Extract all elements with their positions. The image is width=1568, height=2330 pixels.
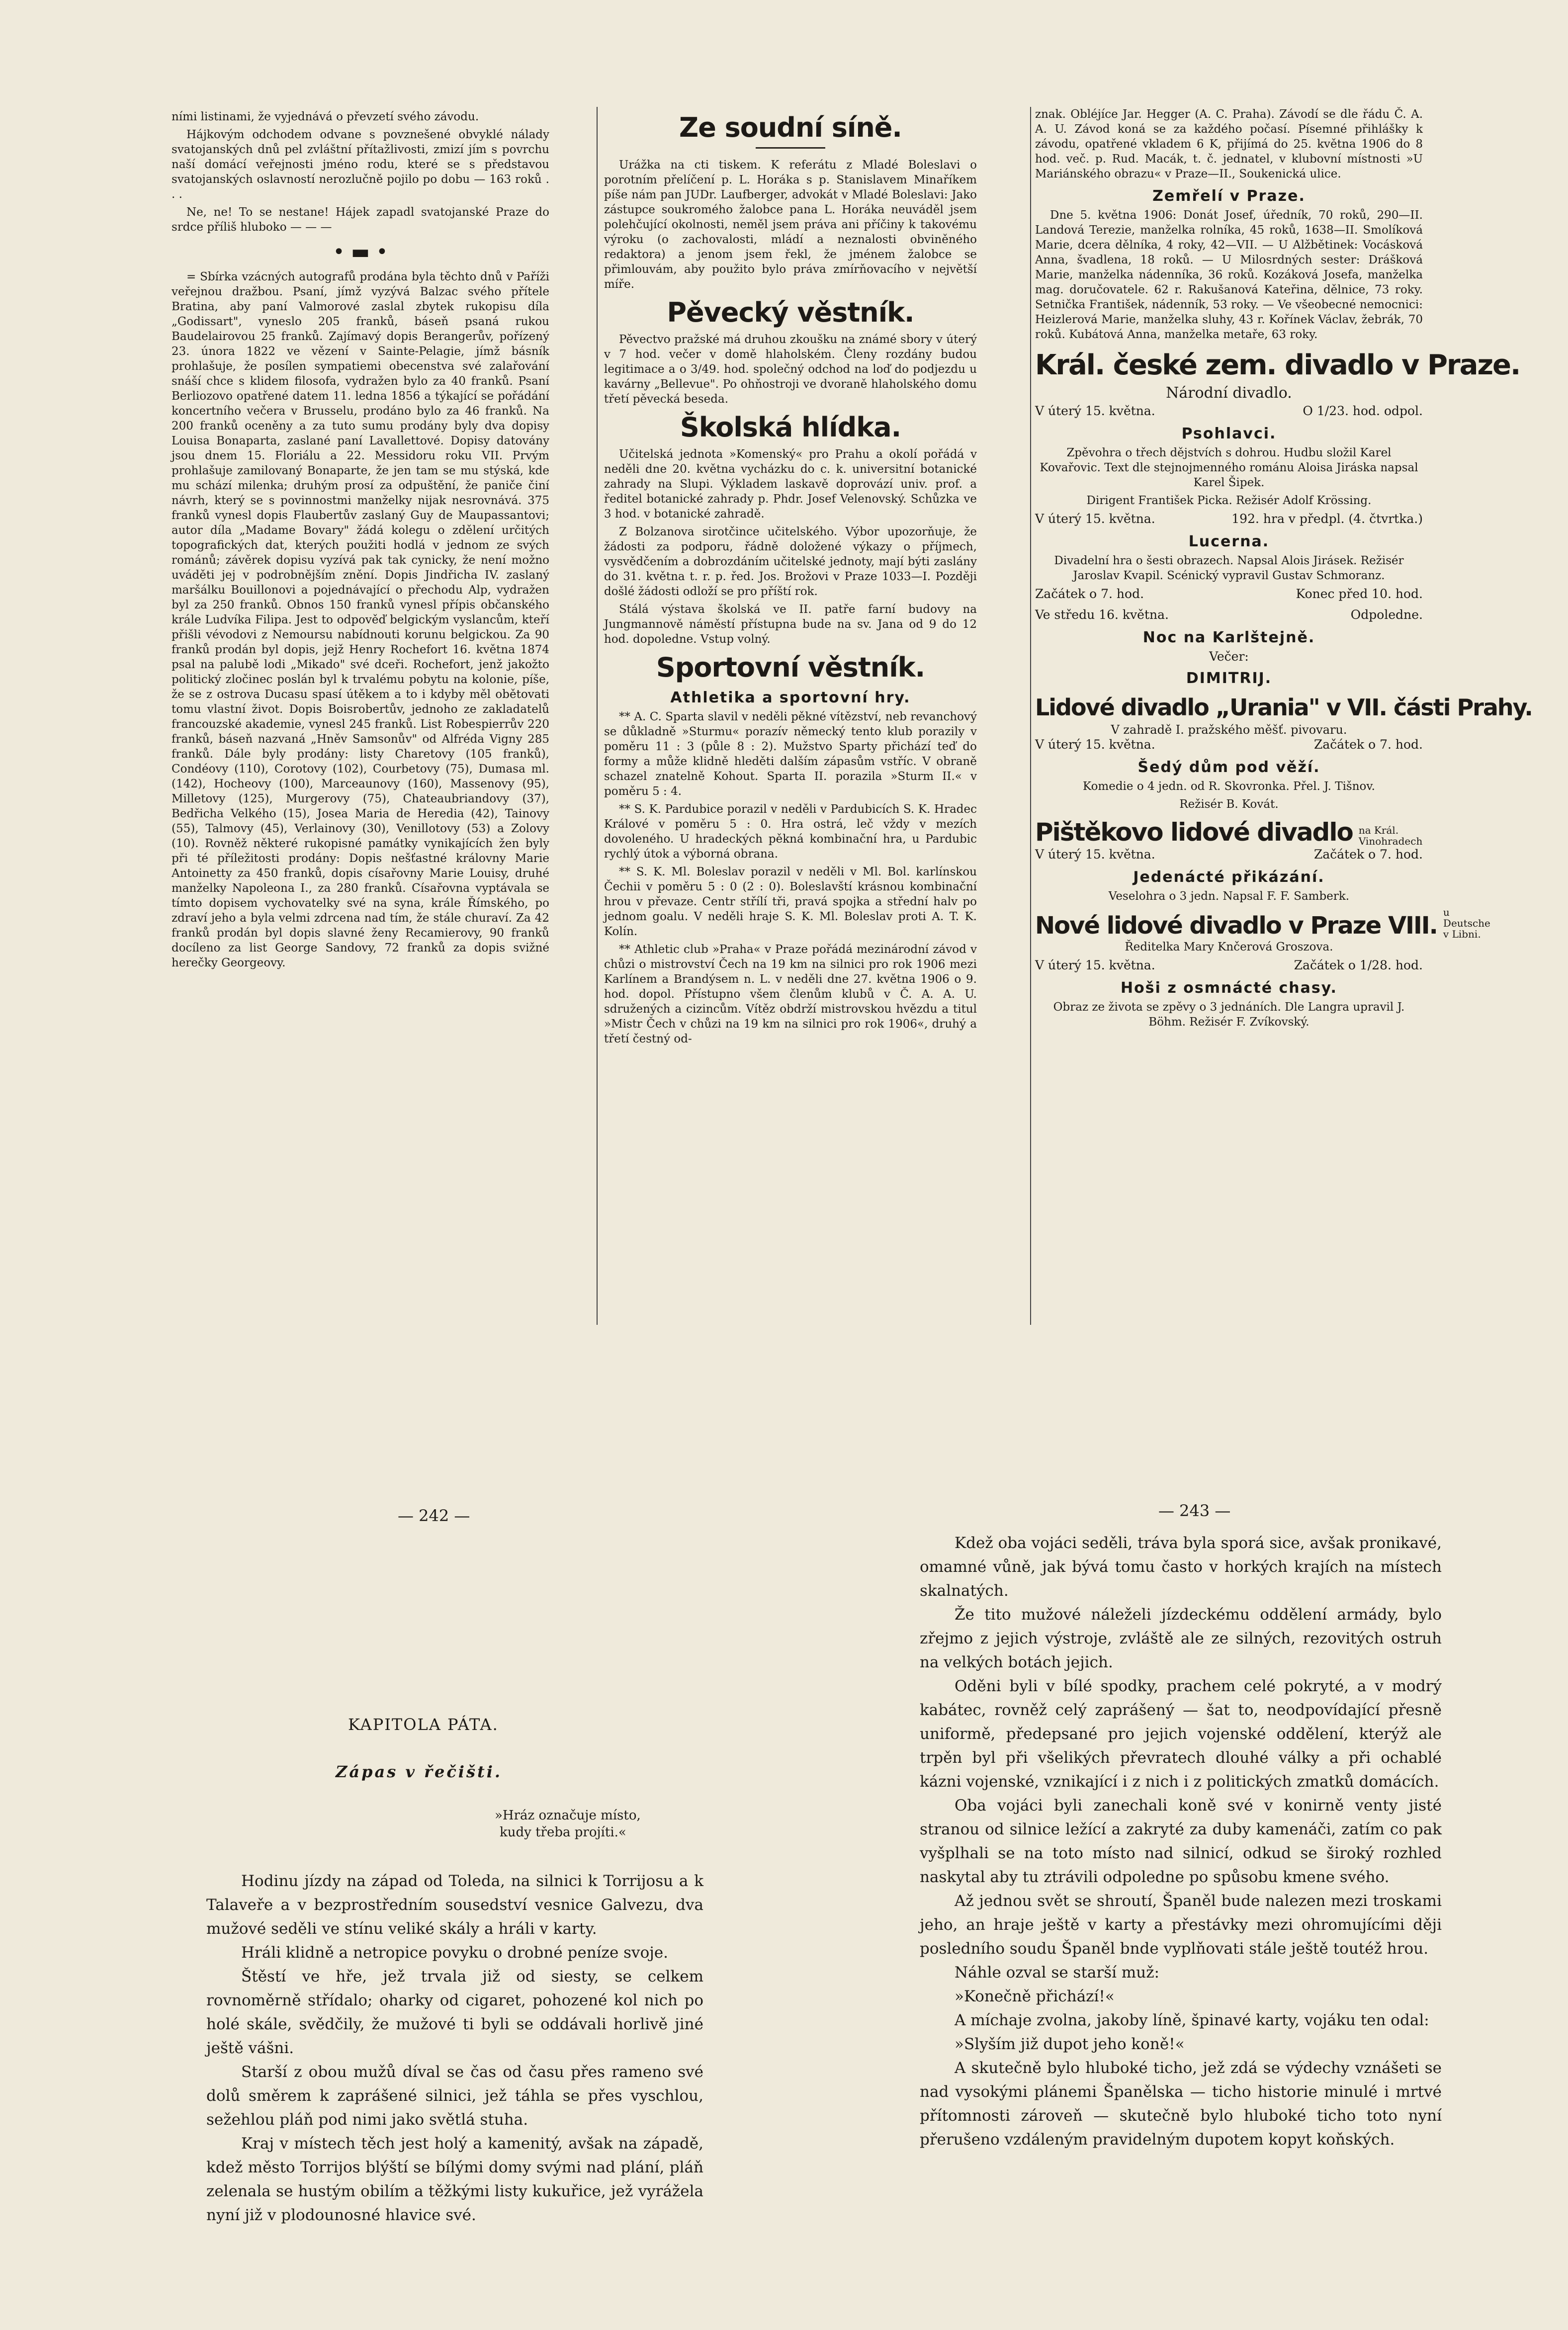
show-title: Hoši z osmnácté chasy.: [1121, 979, 1337, 997]
chapter-subtitle: Zápas v řečišti.: [336, 1762, 503, 1781]
show-row: [1035, 847, 1423, 863]
book-paragraph: Starší z obou mužů díval se čas od času přes rameno své dolů směrem k zaprášené silnici, jež táhla se přes vyschlou, sežehlou pláň pod nimi jako světlá stuha.: [206, 2063, 703, 2129]
court-section-heading: Ze soudní síně.: [679, 112, 902, 143]
show-row: [1035, 737, 1423, 753]
book-right-text: [920, 1531, 1442, 2307]
sport-continuation: znak. Obléjíce Jar. Hegger (A. C. Praha). Závodí se dle řádu Č. A. A. U. Závod koná se za každého počasí. Písemné přihlášky k závodu, opatřené vkladem 6 K, přijímá do 25. května 1906 do 8 hod. več. p. Rud. Macák, t. č. jednatel, v klubovní místnosti »U Mariánského obrazu« v Praze—II., Soukenická ulice.: [1035, 108, 1423, 180]
show-title: Noc na Karlštejně.: [1142, 629, 1315, 646]
section-divider-ornament: • ▬ •: [333, 241, 388, 263]
theatre-royal-heading: Král. české zem. divadlo v Praze.: [1035, 349, 1520, 381]
page-number-right: — 243 —: [1158, 1501, 1231, 1520]
sport-article: ** A. C. Sparta slavil v neděli pěkné vítězství, neb revanchový se důkladně »Sturmu« porazív německý tento klub porazily v poměru 11 : 3 (půle 8 : 2). Mužstvo Sparty přichází teď do formy a může klidně hleděti dalším zápasům vstříc. V obraně schazel znatelně Kohout. Sparta II. porazila »Sturm II.« v poměru 5 : 4.: [604, 710, 977, 798]
nove-header: [1035, 906, 1490, 940]
choir-section-heading: Pěvecký věstník.: [667, 297, 914, 328]
show-day: V úterý 15. května.: [1035, 404, 1155, 418]
right-news-column: [1035, 107, 1532, 1325]
show-row: [1035, 511, 1423, 527]
pistek-place: na Král. Vinohradech: [1358, 824, 1423, 847]
show-row: [1035, 403, 1423, 419]
book-paragraph: Štěstí ve hře, jež trvala již od siesty, se celkem rovnoměrně střídalo; oharky od cigaret, pohozené kol nich po holé skále, svědčily, že mužové ti byli se oddávali horlivě jiné ještě vášni.: [206, 1968, 703, 2057]
urania-place: V zahradě I. pražského měšť. pivovaru.: [1111, 723, 1347, 737]
show-time: O 1/23. hod. odpol.: [1303, 404, 1423, 418]
show-start: Začátek o 7. hod.: [1313, 847, 1423, 862]
show-row: [1035, 957, 1423, 973]
school-article: Stálá výstava školská ve II. patře farní budovy na Jungmannově náměstí přístupna bude na sv. Jana od 9 do 12 hod. dopoledne. Vstup volný.: [604, 603, 977, 646]
show-start: Začátek o 7. hod.: [1035, 587, 1144, 601]
sport-article: ** Athletic club »Praha« v Praze pořádá mezinárodní závod v chůzi o mistrovství Čech na 19 km na silnici pro rok 1906 mezi Karlínem a Brandýsem n. L. v neděli dne 27. května 1906 o 9. hod. dopol. Přístupno všem členům klubů v Č. A. A. U. sdružených a cizincům. Vítěz obdrží mistrovskou hvězdu a titul »Mistr Čech v chůzi na 19 km na silnici pro rok 1906«, druhý a třetí čestný od-: [604, 943, 977, 1045]
sport-section-heading: Sportovní věstník.: [656, 652, 925, 683]
show-row: [1035, 607, 1423, 623]
left-paragraph: ními listinami, že vyjednává o převzetí svého závodu.: [172, 110, 479, 123]
show-day: V úterý 15. května.: [1035, 958, 1155, 972]
show-description: Divadelní hra o šesti obrazech. Napsal Alois Jirásek. Režisér Jaroslav Kvapil. Scénický vypravil Gustav Schmoranz.: [1054, 554, 1404, 582]
book-paragraph: Že tito mužové náleželi jízdeckému oddělení armády, bylo zřejmo z jejich výstroje, zvláště ale ze silných, rezovitých ostruh na velkých botách jejich.: [920, 1606, 1442, 1671]
book-left-text: [206, 1869, 703, 2302]
left-news-column: [172, 109, 549, 1322]
book-paragraph: Až jednou svět se shroutí, Španěl bude nalezen mezi troskami jeho, an hraje ještě v karty a přestávky mezi ohromujícími ději posledního soudu Španěl bnde vyplňovati stále ještě toutéž hrou.: [920, 1892, 1442, 1958]
book-paragraph: Kraj v místech těch jest holý a kamenitý, avšak na západě, kdež město Torrijos blýští se bílými domy svými nad plání, pláň zelenala se hustým obilím a těžkými listy kukuřice, jež vyrážela nyní již v plodounosné hlavice své.: [206, 2135, 703, 2224]
show-description: Zpěvohra o třech dějstvích s dohrou. Hudbu složil Karel Kovařovic. Text dle stejnojmenného románu Aloisa Jiráska napsal Karel Šipek.: [1040, 446, 1418, 489]
chapter-title: KAPITOLA PÁTA.: [348, 1715, 499, 1734]
book-paragraph: »Slyším již dupot jeho koně!«: [955, 2035, 1185, 2053]
show-description: Veselohra o 3 jedn. Napsal F. F. Samberk.: [1108, 890, 1350, 903]
show-start: Začátek o 1/28. hod.: [1294, 958, 1423, 972]
show-day: Ve středu 16. května.: [1035, 607, 1169, 622]
book-paragraph: Oděni byli v bílé spodky, prachem celé pokryté, a v modrý kabátec, rovněž celý zaprášený — šat to, neodpovídající přesně uniformě, předepsané pro jejich vojenské oddělení, kterýž ale trpěn byl při všelikých převratech dlouhé války a při ochablé kázni vojenské, vznikající i z nich i z politických zmatků domácích.: [920, 1677, 1442, 1791]
show-title: Šedý dům pod věží.: [1137, 759, 1320, 776]
show-staff: Režisér B. Kovát.: [1179, 798, 1279, 811]
show-title: Psohlavci.: [1181, 425, 1277, 442]
nove-heading: Nové lidové divadlo v Praze VIII.: [1035, 912, 1437, 940]
book-paragraph: Kdež oba vojáci seděli, tráva byla sporá sice, avšak pronikavé, omamné vůně, jak bývá tomu často v horkých krajích na místech skalnatých.: [920, 1534, 1442, 1600]
book-paragraph: A míchaje zvolna, jakoby líně, špinavé karty, vojáku ten odal:: [955, 2011, 1429, 2029]
column-rule: [1030, 107, 1031, 1325]
show-description: Komedie o 4 jedn. od R. Skovronka. Přel. J. Tišnov.: [1083, 780, 1375, 793]
nove-place: u Deutsche v Libni.: [1443, 906, 1490, 940]
sport-article: ** S. K. Pardubice porazil v neděli v Pardubicích S. K. Hradec Králové v poměru 5 : 0. Hra ostrá, leč vždy v mezích dovoleného. U hradeckých pěkná kombinační hra, u Pardubic rychlý útok a výborná obrana.: [604, 803, 977, 861]
pistek-heading: Pištěkovo lidové divadlo: [1035, 818, 1353, 847]
nove-director: Ředitelka Mary Knčerová Groszova.: [1125, 941, 1333, 953]
show-time: Odpoledne.: [1350, 607, 1423, 622]
book-paragraph: »Konečně přichází!«: [955, 1987, 1115, 2005]
school-article: Učitelská jednota »Komenský« pro Prahu a okolí pořádá v neděli dne 20. května vycházku do c. k. universitní botanické zahrady na Slupi. Výkladem laskavě doprovází univ. prof. a ředitel botanické zahrady p. Phdr. Josef Velenovský. Schůzka ve 3 hod. v botanické zahradě.: [604, 448, 977, 520]
evening-label: Večer:: [1209, 649, 1249, 664]
show-description: Obraz ze života se zpěvy o 3 jednáních. Dle Langra upravil J. Böhm. Režisér F. Zvíkovský.: [1053, 1001, 1405, 1029]
book-paragraph: Hodinu jízdy na západ od Toleda, na silnici k Torrijosu a k Talaveře a v bezprostředním sousedství vesnice Galvezu, dva mužové seděli ve stínu veliké skály a hráli v karty.: [206, 1872, 703, 1938]
show-title: Jedenácté přikázání.: [1133, 868, 1325, 886]
show-end: Konec před 10. hod.: [1296, 587, 1423, 601]
show-start: Začátek o 7. hod.: [1313, 737, 1423, 752]
deaths-list: Dne 5. května 1906: Donát Josef, úředník, 70 roků, 290—II. Landová Terezie, manželka rolníka, 45 roků, 1638—II. Smolíková Marie, dcera dělníka, 4 roky, 42—VII. — U Alžbětinek: Vocásková Anna, švadlena, 18 roků. — U Milosrdných sester: Drášková Marie, manželka nádenníka, 36 roků. Kozáková Josefa, manželka mag. doručovatele. 62 r. Rakušanová Kateřina, dělnice, 73 roky. Setnička František, nádenník, 53 roky. — Ve všeobecné nemocnici: Heizlerová Marie, manželka sluhy, 43 r. Kořínek Václav, žebrák, 70 roků. Kubátová Anna, manželka metaře, 63 roky.: [1035, 209, 1423, 341]
sport-article: ** S. K. Ml. Boleslav porazil v neděli v Ml. Bol. karlínskou Čechii v poměru 5 : 0 (2 : 0). Boleslavští krásnou kombinační hrou v převaze. Centr střílí tři, pravá spojka a střední halv po jednom goalu. V neděli hraje S. K. Ml. Boleslav proti A. T. K. Kolín.: [604, 865, 977, 938]
book-paragraph: A skutečně bylo hluboké ticho, jež zdá se výdechy vznášeti se nad vysokými plánemi Španělska — ticho historie minulé i mrtvé přítomnosti zároveň — skutečně bylo hluboké ticho toto nyní přerušeno vzdáleným pravidelným dupotem kopyt koňských.: [920, 2059, 1442, 2149]
show-title: Lucerna.: [1188, 533, 1270, 550]
pistek-header: [1035, 815, 1423, 847]
book-paragraph: Náhle ozval se starší muž:: [955, 1964, 1160, 1982]
left-paragraph: Hájkovým odchodem odvane s povznešené obvyklé nálady svatojanských dnů pel zvláštní přítažlivosti, zmizí jím s povrchu naší domácí veřejnosti jméno rodu, které se s představou svatojanských oslavností nerozlučně pojilo po dobu — 163 roků . . .: [172, 128, 549, 201]
page-number-left: — 242 —: [398, 1506, 470, 1525]
show-day: V úterý 15. května.: [1035, 737, 1155, 752]
show-row: [1035, 586, 1423, 602]
school-article: Z Bolzanova sirotčince učitelského. Výbor upozorňuje, že žádosti za podporu, řádně doložené výkazy o příjmech, vysvědčením a dobrozdáním učitelské jednoty, mají býti zaslány do 31. května t. r. p. řed. Jos. Brožovi v Praze 1033—I. Později došlé žádosti odloží se pro příští rok.: [604, 525, 977, 598]
national-theatre-label: Národní divadlo.: [1166, 384, 1292, 402]
show-number: 192. hra v předpl. (4. čtvrtka.): [1231, 512, 1423, 526]
motto-line: kudy třeba projíti.«: [500, 1825, 626, 1840]
urania-heading: Lidové divadlo „Urania" v VII. části Prahy.: [1035, 694, 1532, 721]
chapter-motto: [495, 1807, 641, 1841]
sport-subheading: Athletika a sportovní hry.: [670, 689, 911, 706]
court-article: Urážka na cti tiskem. K referátu z Mladé Boleslavi o porotním přelíčení p. L. Horáka s p. Stanislavem Minaříkem píše nám pan JUDr. Laufberger, advokát v Mladé Boleslavi: Jako zástupce soukromého žalobce pana L. Horáka neuváděl jsem polehčující okolnosti, neměl jsem práva ani příčiny k takovému výroku (o zachovalosti, mládí a neznalosti obviněného redaktora) a jenom jsem řekl, že jménem žalobce se přimlouvám, aby použito bylo práva zmírňovacího v největší míře.: [604, 159, 977, 291]
book-paragraph: Hráli klidně a netropice povyku o drobné peníze svoje.: [241, 1944, 669, 1962]
show-title: DIMITRIJ.: [1186, 670, 1272, 687]
column-rule: [597, 107, 598, 1325]
left-paragraph: Ne, ne! To se nestane! Hájek zapadl svatojanské Praze do srdce příliš hluboko — — —: [172, 206, 549, 234]
choir-article: Pěvectvo pražské má druhou zkoušku na známé sbory v úterý v 7 hod. večer v domě hlaholském. Členy rozdány budou legitimace a o 3/49. hod. společný odchod na loď do podjezdu u kavárny „Bellevue". Po ohňostroji ve dvoraně hlaholského domu třetí pěvecká beseda.: [604, 333, 977, 406]
heading-rule: [756, 147, 825, 149]
motto-line: »Hráz označuje místo,: [495, 1808, 641, 1823]
middle-news-column: [604, 107, 977, 1325]
autograph-auction-article: = Sbírka vzácných autografů prodána byla těchto dnů v Paříži veřejnou dražbou. Psaní, jímž vyzývá Balzac svého přítele Bratina, aby paní Valmorové zaslal zbytek rukopisu díla „Godissart", vyneslo 205 franků, báseň psaná rukou Baudelairovou 25 franků. Zajímavý dopis Berangerův, pořízený 23. února 1822 ve vězení v Sainte-Pelagie, jímž básník prohlašuje, že posílen sympatiemi obecenstva své zalařování snáší chce s klidem filosofa, vydražen bylo za 40 franků. Psaní Berliozovo opatřené datem 11. ledna 1856 a týkající se pořádání koncertního večera v Brusselu, prodáno bylo za 46 franků. Na 200 franků oceněny a za tuto sumu prodány byly dva dopisy Louisa Bonaparta, zaslané paní Lavallettové. Dopisy datovány jsou dnem 15. Floriálu a 22. Messidoru roku VII. Prvým prohlašuje zamilovaný Bonaparte, že jen tam se mu stýská, kde mu schází milenka; druhým prosí za odpuštění, že paniče činí návrh, který se s povinnostmi manželky nijak nesrovnává. 375 franků vynesl dopis Flaubertův zaslaný Guy de Maupassantovi; autor díla „Madame Bovary" žádá kolegu o zdělení určitých topografických dat, kterých použiti hodlá v jednom ze svých románů; závěrek dopisu vyzívá pak tak cynicky, že není možno uváděti jej v podrobnějším znění. Dopis Jindřicha IV. zaslaný maršálku Bouillonovi a pojednávající o přechodu Alp, vydražen byl za 250 franků. Obnos 150 franků vynesl přípis občanského krále Ludvíka Filipa. Jest to odpověď belgickým vyslancům, kteří přišli vévodovi z Nemoursu nabídnouti korunu belgickou. Za 90 franků prodán byl dopis, jejž Henry Rochefort 16. května 1874 psal na palubě lodi „Mikado" své dceři. Rochefort, jenž jakožto politický zločinec poslán byl k trvalému pobytu na kolonie, píše, že se z ostrova Ducasu spasí útěkem a to i kdyby měl obětovati tomu vlastní život. Dopis Boisrobertův, jednoho ze zakladatelů francouzské akademie, vynesl 245 franků. List Robespierrův 220 franků, báseň nazvaná „Hněv Samsonův" od Alfréda Vigny 285 franků. Dále byly prodány: listy Charetovy (105 franků), Condéovy (110), Corotovy (102), Courbetovy (75), Dumasa ml. (142), Hocheovy (100), Marceaunovy (160), Massenovy (95), Milletovy (125), Murgerovy (75), Chateaubriandovy (37), Bedřicha Velkého (15), Josea Maria de Heredia (42), Tainovy (55), Talmovy (45), Verlainovy (30), Venillotovy (53) a Zolovy (10). Rovněž některé rukopisné památky vynikajících žen byly při té příležitosti prodány: Dopis nešťastné královny Marie Antoinetty za 450 franků, dopis císařovny Marie Louisy, druhé manželky Napoleona I., za 280 franků. Císařovna vyptávala se tímto dopisem vychovatelky své na syna, krále Římského, po zdraví jeho a byla velmi zdrcena nad tím, že stále churaví. Za 42 franků prodán byl dopis slavné ženy Recamierovy, 90 franků docíleno za list George Sandovy, 72 franků za dopis svižné herečky Georgeovy.: [172, 270, 549, 969]
deaths-heading: Zemřelí v Praze.: [1152, 187, 1306, 205]
show-staff: Dirigent František Picka. Režisér Adolf Krössing.: [1086, 494, 1372, 507]
show-day: V úterý 15. května.: [1035, 847, 1155, 862]
school-section-heading: Školská hlídka.: [680, 412, 901, 443]
show-day: V úterý 15. května.: [1035, 512, 1155, 526]
book-paragraph: Oba vojáci byli zanechali koně své v konirně venty jisté stranou od silnice ležící a zakryté za duby kamenáči, zatím co pak vyšplhali se na toto místo nad silnicí, odkud se široký rozhled naskytal aby tu ztrávili odpoledne po spůsobu kmene svého.: [920, 1797, 1442, 1886]
